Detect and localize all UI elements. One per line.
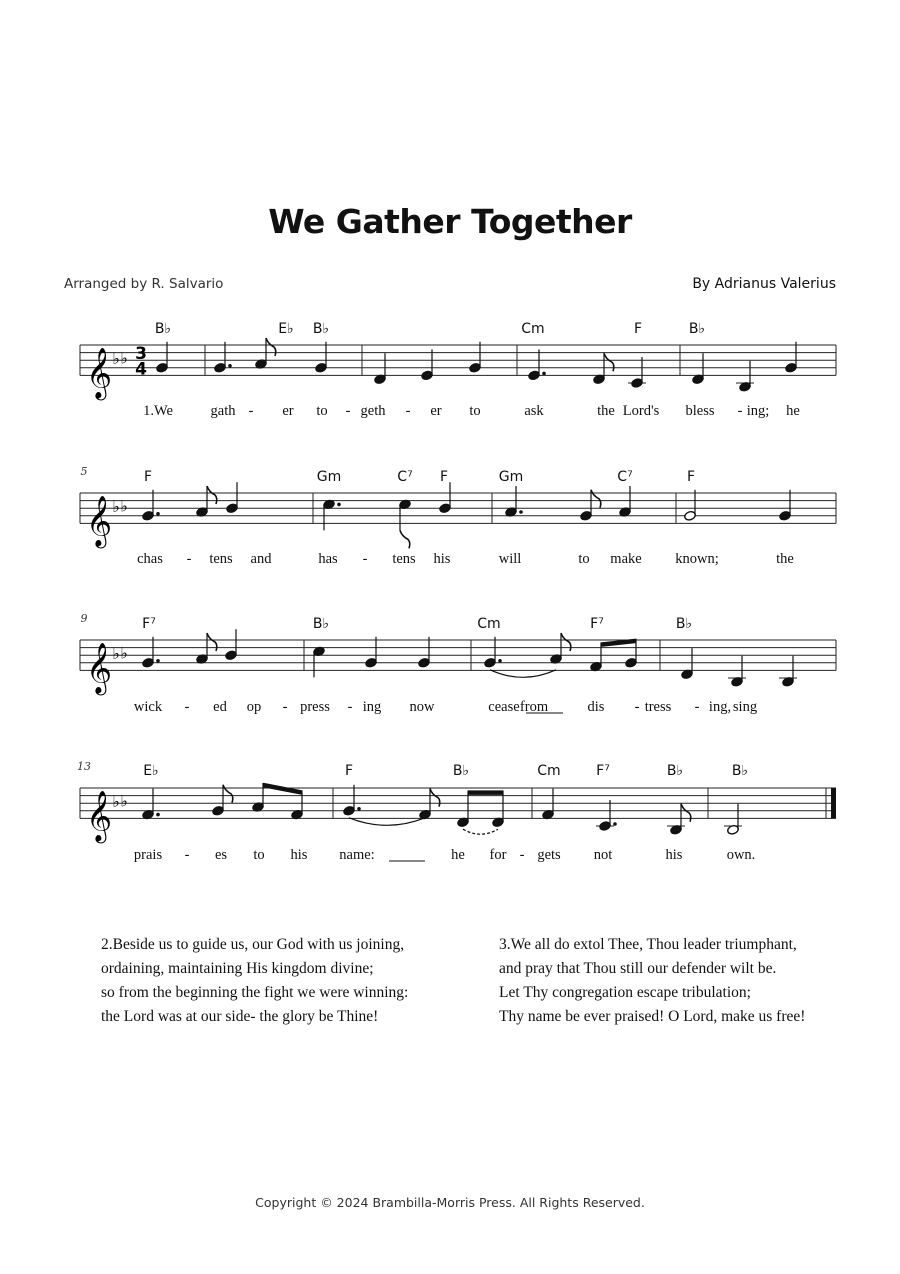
treble-clef-icon: 𝄞 xyxy=(85,790,113,842)
chord-symbol: F xyxy=(439,469,449,485)
chord-symbol: B♭ xyxy=(731,763,749,779)
lyric-syllable: gets xyxy=(537,847,561,863)
note-flag xyxy=(266,338,276,356)
chord-symbol: B♭ xyxy=(666,763,684,779)
final-barline-thick xyxy=(831,788,836,818)
note-flag xyxy=(430,789,440,807)
chord-symbol: F⁷ xyxy=(596,763,610,779)
augmentation-dot xyxy=(498,659,502,663)
lyric-hyphen: - xyxy=(362,551,368,567)
composer-credit: By Adrianus Valerius xyxy=(692,276,836,292)
note-beam xyxy=(601,641,636,645)
lyric-syllable: tens xyxy=(209,551,233,567)
lyric-syllable: own. xyxy=(726,847,756,863)
lyric-syllable: now xyxy=(409,699,435,715)
lyric-syllable: sing xyxy=(732,699,758,715)
flat-icon: ♭ xyxy=(112,349,120,369)
augmentation-dot xyxy=(228,364,232,368)
lyric-syllable: to xyxy=(253,847,265,863)
lyric-syllable: name: xyxy=(339,847,375,863)
verse-line: 3.We all do extol Thee, Thou leader triumphant, xyxy=(499,936,797,953)
chord-symbol: F⁷ xyxy=(590,616,604,632)
lyric-syllable: his xyxy=(433,551,451,567)
song-title: We Gather Together xyxy=(268,202,632,241)
lyric-hyphen: - xyxy=(737,403,743,419)
lyric-syllable: the xyxy=(597,403,615,419)
lyric-syllable: he xyxy=(786,403,800,419)
note-flag xyxy=(207,633,217,651)
measure-number: 9 xyxy=(80,612,88,625)
lyric-syllable: ing xyxy=(362,699,382,715)
lyric-hyphen: - xyxy=(248,403,254,419)
lyric-hyphen: - xyxy=(345,403,351,419)
lyric-hyphen: - xyxy=(186,551,192,567)
augmentation-dot xyxy=(156,659,160,663)
lyric-syllable: geth xyxy=(360,403,386,419)
lyric-hyphen: - xyxy=(347,699,353,715)
lyric-syllable: has xyxy=(318,551,338,567)
chord-symbol: B♭ xyxy=(675,616,693,632)
lyric-syllable: prais xyxy=(133,847,163,863)
note-flag xyxy=(604,353,614,371)
dashed-slur xyxy=(463,829,498,834)
lyric-syllable: 1.We xyxy=(143,403,173,419)
arranger-credit: Arranged by R. Salvario xyxy=(64,276,224,292)
flat-icon: ♭ xyxy=(120,348,128,368)
copyright-notice: Copyright © 2024 Brambilla-Morris Press. All Rights Reserved. xyxy=(255,1195,645,1210)
lyric-hyphen: - xyxy=(519,847,525,863)
lyric-syllable: op xyxy=(246,699,262,715)
lyric-syllable: tress xyxy=(644,699,672,715)
lyric-syllable: ask xyxy=(524,403,544,419)
tie-arc xyxy=(490,670,556,678)
chord-symbol: C⁷ xyxy=(397,469,413,485)
verse-line: Thy name be ever praised! O Lord, make us free! xyxy=(499,1008,806,1025)
lyric-hyphen: - xyxy=(184,847,190,863)
lyric-syllable: ed xyxy=(213,699,227,715)
time-signature-top: 3 xyxy=(135,344,147,365)
lyric-syllable: he xyxy=(451,847,465,863)
treble-clef-icon: 𝄞 xyxy=(85,642,113,694)
lyric-syllable: bless xyxy=(685,403,715,419)
note-flag xyxy=(207,486,217,504)
lyric-syllable: gath xyxy=(210,403,236,419)
lyric-syllable: cease xyxy=(488,699,520,715)
lyric-syllable: from xyxy=(519,699,549,715)
verse-line: Let Thy congregation escape tribulation; xyxy=(499,984,751,1001)
lyric-syllable: known; xyxy=(675,551,719,567)
augmentation-dot xyxy=(542,372,546,376)
lyric-hyphen: - xyxy=(634,699,640,715)
verse-line: so from the beginning the fight we were winning: xyxy=(101,984,409,1001)
lyric-hyphen: - xyxy=(282,699,288,715)
flat-icon: ♭ xyxy=(112,792,120,812)
chord-symbol: Gm xyxy=(498,469,524,485)
chord-symbol: B♭ xyxy=(452,763,470,779)
lyric-syllable: his xyxy=(290,847,308,863)
augmentation-dot xyxy=(613,822,617,826)
treble-clef-icon: 𝄞 xyxy=(85,347,113,399)
chord-symbol: C⁷ xyxy=(617,469,633,485)
lyric-syllable: es xyxy=(214,847,228,863)
note-beam xyxy=(263,785,302,793)
chord-symbol: Cm xyxy=(477,616,501,632)
lyric-syllable: Lord's xyxy=(622,403,660,419)
flat-icon: ♭ xyxy=(120,496,128,516)
measure-number: 5 xyxy=(80,465,88,478)
lyric-syllable: will xyxy=(498,551,522,567)
chord-symbol: F xyxy=(686,469,696,485)
lyric-hyphen: - xyxy=(694,699,700,715)
note-flag xyxy=(681,804,691,822)
chord-symbol: B♭ xyxy=(312,321,330,337)
chord-symbol: B♭ xyxy=(154,321,172,337)
lyric-syllable: his xyxy=(665,847,683,863)
verse-3 xyxy=(499,933,805,1029)
lyric-syllable: to xyxy=(578,551,590,567)
lyric-hyphen: - xyxy=(405,403,411,419)
lyric-syllable: dis xyxy=(587,699,605,715)
time-signature-bottom: 4 xyxy=(135,359,147,380)
lyric-syllable: ing, xyxy=(708,699,732,715)
lyric-syllable: ing; xyxy=(746,403,770,419)
augmentation-dot xyxy=(156,512,160,516)
lyric-syllable: and xyxy=(250,551,272,567)
flat-icon: ♭ xyxy=(112,497,120,517)
verse-line: ordaining, maintaining His kingdom divine; xyxy=(101,960,374,977)
verse-2 xyxy=(101,933,408,1029)
treble-clef-icon: 𝄞 xyxy=(85,495,113,547)
lyric-syllable: er xyxy=(282,403,294,419)
lyric-syllable: to xyxy=(316,403,328,419)
lyric-syllable: press xyxy=(300,699,330,715)
chord-symbol: Gm xyxy=(316,469,342,485)
chord-symbol: Cm xyxy=(521,321,545,337)
chord-symbol: Cm xyxy=(537,763,561,779)
augmentation-dot xyxy=(357,807,361,811)
verse-line: the Lord was at our side- the glory be Thine! xyxy=(101,1008,379,1025)
lyric-syllable: for xyxy=(489,847,507,863)
augmentation-dot xyxy=(337,503,341,507)
note-flag xyxy=(400,530,410,548)
lyric-syllable: wick xyxy=(133,699,163,715)
chord-symbol: F xyxy=(344,763,354,779)
lyric-syllable: make xyxy=(610,551,642,567)
augmentation-dot xyxy=(519,510,523,514)
note-flag xyxy=(561,633,571,651)
verse-line: 2.Beside us to guide us, our God with us joining, xyxy=(101,936,405,953)
augmentation-dot xyxy=(156,813,160,817)
lyric-syllable: to xyxy=(469,403,481,419)
flat-icon: ♭ xyxy=(120,791,128,811)
tie-arc xyxy=(349,818,425,826)
lyric-syllable: er xyxy=(430,403,442,419)
lyric-syllable: not xyxy=(593,847,613,863)
chord-symbol: B♭ xyxy=(688,321,706,337)
flat-icon: ♭ xyxy=(112,644,120,664)
lyric-syllable: chas xyxy=(137,551,163,567)
chord-symbol: E♭ xyxy=(278,321,294,337)
chord-symbol: F xyxy=(633,321,643,337)
chord-symbol: B♭ xyxy=(312,616,330,632)
flat-icon: ♭ xyxy=(120,643,128,663)
verse-line: and pray that Thou still our defender wilt be. xyxy=(499,960,777,977)
measure-number: 13 xyxy=(77,760,91,773)
chord-symbol: F⁷ xyxy=(142,616,156,632)
lyric-syllable: tens xyxy=(392,551,416,567)
lyric-hyphen: - xyxy=(184,699,190,715)
chord-symbol: F xyxy=(143,469,153,485)
chord-symbol: E♭ xyxy=(143,763,159,779)
lyric-syllable: the xyxy=(776,551,794,567)
